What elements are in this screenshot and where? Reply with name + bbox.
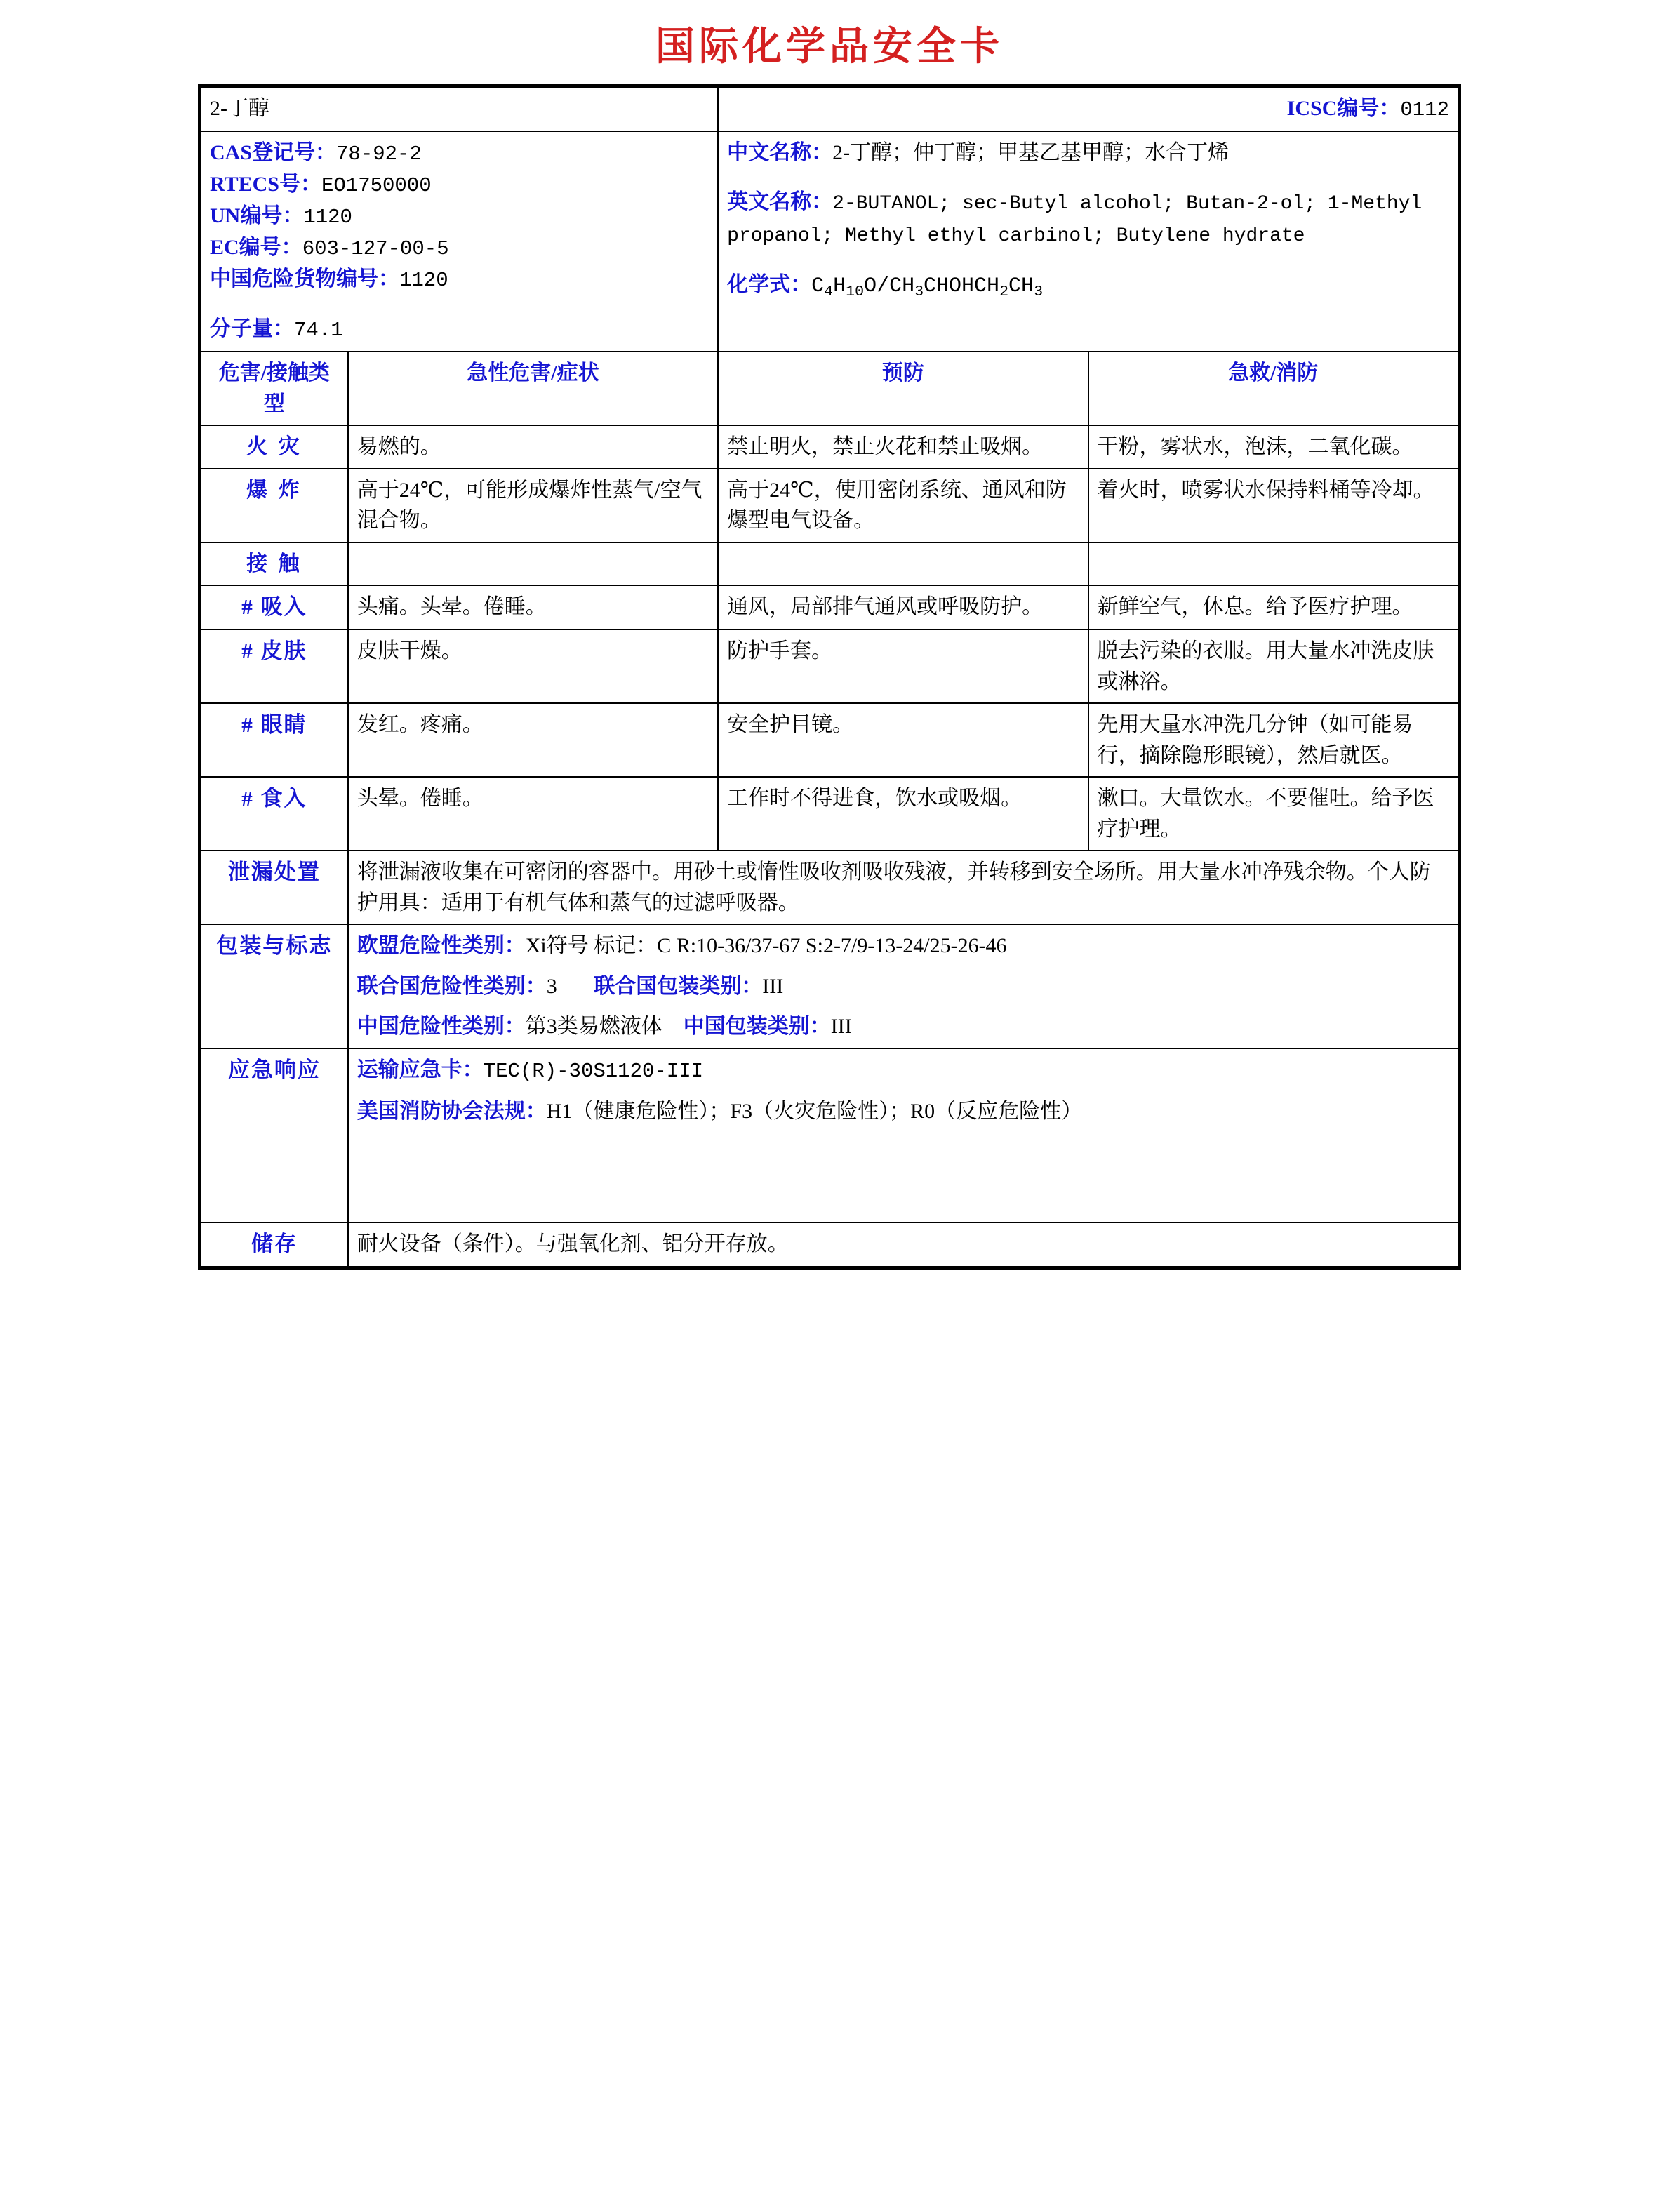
cell-inhalation-prevention: 通风，局部排气通风或呼吸防护。 [718,585,1088,629]
nfpa-value: H1（健康危险性）；F3（火灾危险性）；R0（反应危险性） [546,1099,1083,1123]
cn-class-line [357,1011,1449,1042]
tec-line [357,1055,1449,1086]
row-label-exposure: 接 触 [201,542,348,586]
cn-dangerous-line [210,264,709,295]
nfpa-line [357,1096,1449,1127]
row-label-eyes: # 眼睛 [201,703,348,777]
row-label-emergency: 应急响应 [201,1048,348,1222]
table-row [201,703,1458,777]
identifiers-row [201,131,1458,352]
cn-pack-label: 中国包装类别： [683,1015,831,1039]
eu-class-label: 欧盟危险性类别： [357,934,526,958]
mw-label: 分子量： [210,317,294,341]
cell-exposure-firstaid [1088,542,1458,586]
page-title: 国际化学品安全卡 [655,24,1004,68]
cell-packaging [348,924,1458,1048]
row-label-explosion: 爆 炸 [201,469,348,542]
formula-block [727,269,1449,303]
tec-value: TEC(R)-30S1120-III [483,1059,704,1083]
spill-row [201,851,1458,924]
eu-class-line [357,931,1449,961]
un-value: 1120 [303,206,352,229]
cell-skin-firstaid: 脱去污染的衣服。用大量水冲洗皮肤或淋浴。 [1088,629,1458,703]
row-label-storage: 储存 [201,1222,348,1267]
col-header-prevention: 预防 [718,352,1088,425]
un-label: UN编号： [210,204,304,228]
en-name-label: 英文名称： [727,189,833,213]
identifiers-cell [201,131,718,352]
identifiers-spacer [210,295,709,314]
nfpa-label: 美国消防协会法规： [357,1099,547,1123]
packaging-row [201,924,1458,1048]
cn-pack-value: III [830,1015,852,1039]
cell-explosion-prevention: 高于24℃，使用密闭系统、通风和防爆型电气设备。 [718,469,1088,542]
icsc-value: 0112 [1400,98,1449,121]
un-class-value: 3 [546,974,557,998]
un-pack-value: III [762,974,784,998]
substance-name-cell: 2-丁醇 [201,87,718,131]
table-row [201,542,1458,586]
cell-eyes-prevention: 安全护目镜。 [718,703,1088,777]
cn-dangerous-label: 中国危险货物编号： [210,267,399,291]
tec-label: 运输应急卡： [357,1058,484,1081]
cell-fire-firstaid: 干粉，雾状水，泡沫，二氧化碳。 [1088,425,1458,469]
eu-class-value: Xi符号 标记：C R:10-36/37-67 S:2-7/9-13-24/25-26-46 [525,934,1007,958]
un-class-line [357,971,1449,1002]
cell-skin-hazard: 皮肤干燥。 [348,629,718,703]
col-header-firstaid: 急救/消防 [1088,352,1458,425]
col-header-hazard-type: 危害/接触类型 [201,352,348,425]
row-label-packaging: 包装与标志 [201,924,348,1048]
rtecs-line [210,169,709,201]
formula-spacer [727,251,1449,269]
icsc-label: ICSC编号： [1286,97,1401,120]
cell-ingestion-prevention: 工作时不得进食，饮水或吸烟。 [718,777,1088,851]
cell-emergency [348,1048,1458,1222]
rtecs-label: RTECS号： [210,173,321,196]
formula-value: $C_4H_{10}O/CH_3CHOHCH_2CH_3$ [811,274,1044,300]
un-line [210,201,709,232]
ec-line [210,232,709,264]
table-row [201,585,1458,629]
storage-row [201,1222,1458,1267]
cell-spill-text: 将泄漏液收集在可密闭的容器中。用砂土或惰性吸收剂吸收残液，并转移到安全场所。用大量水冲净残余物。个人防护用具：适用于有机气体和蒸气的过滤呼吸器。 [348,851,1458,924]
cell-explosion-hazard: 高于24℃，可能形成爆炸性蒸气/空气混合物。 [348,469,718,542]
cell-ingestion-hazard: 头晕。倦睡。 [348,777,718,851]
english-name-block [727,187,1449,251]
col-header-acute-hazards: 急性危害/症状 [348,352,718,425]
icsc-table [200,86,1459,1267]
names-spacer [727,168,1449,187]
cell-inhalation-firstaid: 新鲜空气，休息。给予医疗护理。 [1088,585,1458,629]
icsc-number-cell [718,87,1458,131]
molecular-weight-line [210,314,709,345]
card-header-row [201,87,1458,131]
cas-line [210,138,709,169]
names-cell [718,131,1458,352]
cell-inhalation-hazard: 头痛。头晕。倦睡。 [348,585,718,629]
cn-dangerous-value: 1120 [399,269,448,293]
ec-label: EC编号： [210,236,302,260]
table-row [201,629,1458,703]
row-label-spill: 泄漏处置 [201,851,348,924]
cn-class-value: 第3类易燃液体 [525,1015,662,1039]
chinese-name-block [727,138,1449,168]
row-label-ingestion: # 食入 [201,777,348,851]
cell-exposure-prevention [718,542,1088,586]
table-header-row [201,352,1458,425]
cn-class-label: 中国危险性类别： [357,1015,526,1039]
cell-skin-prevention: 防护手套。 [718,629,1088,703]
row-label-skin: # 皮肤 [201,629,348,703]
cn-name-value: 2-丁醇；仲丁醇；甲基乙基甲醇；水合丁烯 [832,141,1230,165]
icsc-card [198,84,1461,1270]
cell-fire-hazard: 易燃的。 [348,425,718,469]
cell-fire-prevention: 禁止明火，禁止火花和禁止吸烟。 [718,425,1088,469]
emergency-row [201,1048,1458,1222]
formula-label: 化学式： [727,272,812,296]
mw-value: 74.1 [294,319,343,342]
en-name-value: 2-BUTANOL; sec-Butyl alcohol; Butan-2-ol; 1-Methyl propanol; Methyl ethyl carbinol; Butylene hydrate [727,192,1423,247]
cell-explosion-firstaid: 着火时，喷雾状水保持料桶等冷却。 [1088,469,1458,542]
cas-value: 78-92-2 [336,142,422,166]
un-pack-label: 联合国包装类别： [594,974,763,998]
cas-label: CAS登记号： [210,141,337,165]
row-label-fire: 火 灾 [201,425,348,469]
rtecs-value: EO1750000 [321,174,432,198]
cell-eyes-hazard: 发红。疼痛。 [348,703,718,777]
un-class-label: 联合国危险性类别： [357,974,547,998]
ec-value: 603-127-00-5 [302,237,449,261]
cell-eyes-firstaid: 先用大量水冲洗几分钟（如可能易行，摘除隐形眼镜），然后就医。 [1088,703,1458,777]
row-label-inhalation: # 吸入 [201,585,348,629]
table-row [201,469,1458,542]
cn-name-label: 中文名称： [727,141,833,165]
cell-exposure-hazard [348,542,718,586]
cell-ingestion-firstaid: 漱口。大量饮水。不要催吐。给予医疗护理。 [1088,777,1458,851]
cell-storage-text: 耐火设备（条件）。与强氧化剂、铝分开存放。 [348,1222,1458,1267]
table-row [201,777,1458,851]
table-row [201,425,1458,469]
